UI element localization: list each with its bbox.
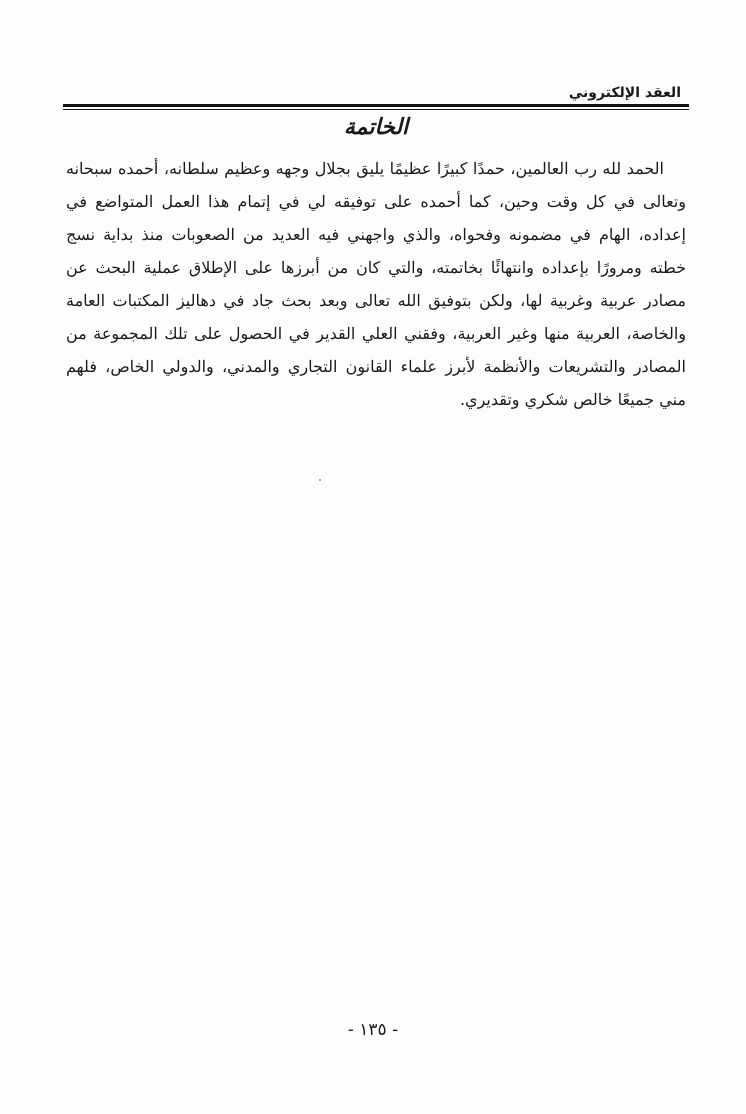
header-rule-thin xyxy=(63,109,689,110)
running-title: العقد الإلكتروني xyxy=(568,85,681,101)
scan-speck xyxy=(319,479,321,481)
body-paragraph: الحمد لله رب العالمين، حمدًا كبيرًا عظيمًا يليق بجلال وجهه وعظيم سلطانه، أحمده سبحانه وتعالى في كل وقت وحين، كما أحمده على توفيقه لي في إتمام هذا العمل المتواضع في إعداده، الهام في مضمونه وفحواه، والذي واجهني فيه العديد من الصعوبات منذ بداية نسج خطته ومرورًا بإعداده وانتهائًا بخاتمته، والتي كان من أبرزها على الإطلاق عملية البحث عن مصادر عربية وغربية لها، ولكن بتوفيق الله تعالى وبعد بحث جاد في دهاليز المكتبات العامة والخاصة، العربية منها وغير العربية، وفقني العلي القدير في الحصول على تلك المجموعة من المصادر والتشريعات والأنظمة لأبرز علماء القانون التجاري والمدني، والدولي الخاص، فلهم مني جميعًا خالص شكري وتقديري. xyxy=(66,159,687,409)
section-heading: الخاتمة xyxy=(343,115,409,140)
page-number: - ١٣٥ - xyxy=(347,1020,399,1040)
header-rule-thick xyxy=(63,104,689,107)
